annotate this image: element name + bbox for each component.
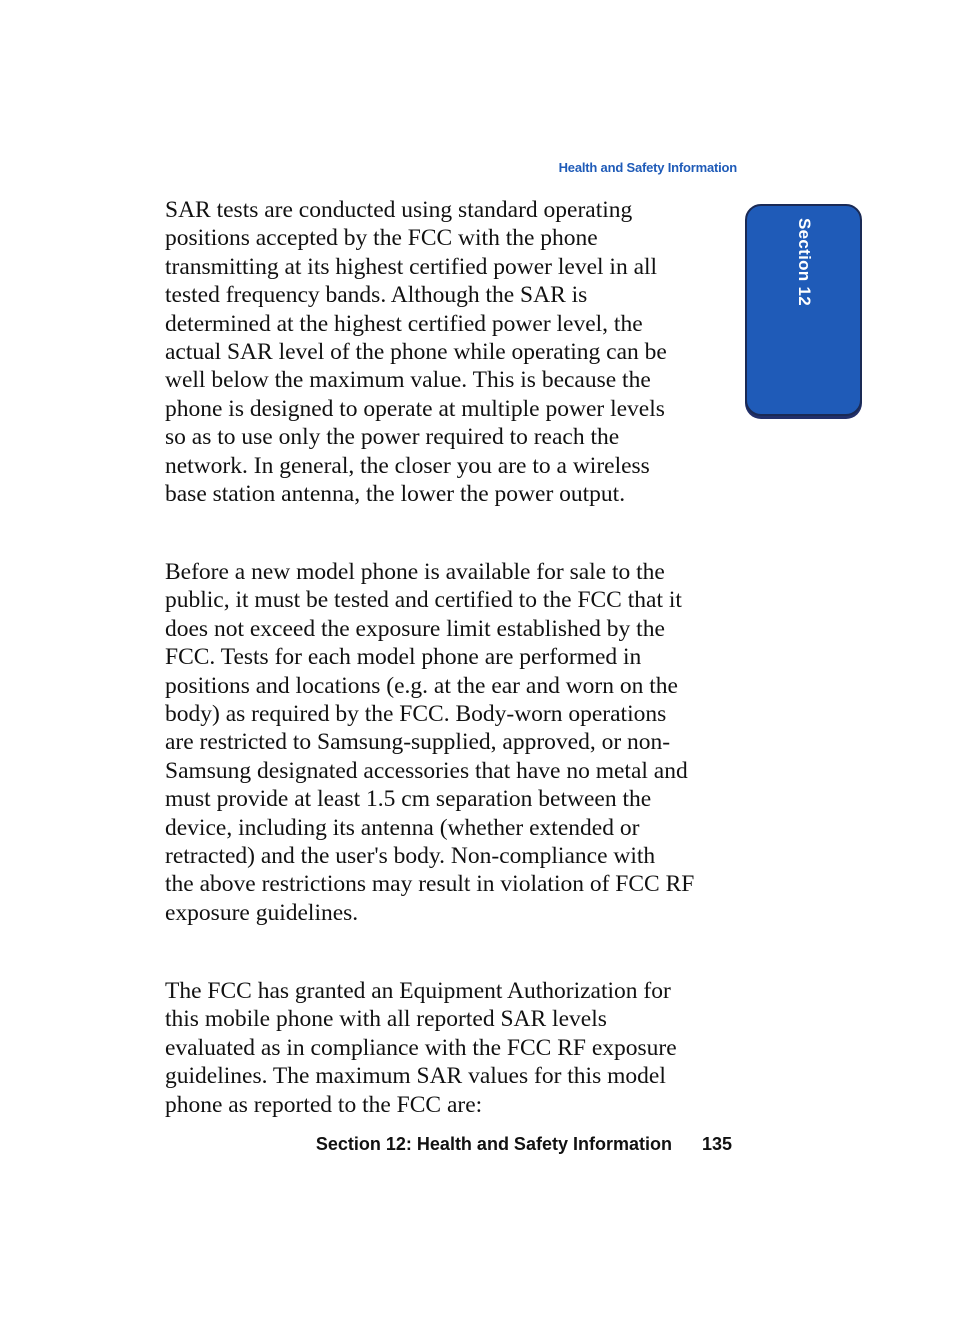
running-header: Health and Safety Information [558,160,737,175]
text-line: Samsung designated accessories that have no metal and [165,757,688,784]
text-line: the above restrictions may result in violation of FCC RF [165,871,695,898]
text-line: public, it must be tested and certified to the FCC that it [165,587,682,614]
text-line: positions accepted by the FCC with the phone [165,225,598,252]
text-line: phone is designed to operate at multiple power levels [165,395,665,422]
text-line: The FCC has granted an Equipment Authorization for [165,978,671,1004]
text-line: FCC. Tests for each model phone are performed in [165,644,642,671]
paragraph-equipment-authorization [165,977,745,1119]
text-line: phone as reported to the FCC are: [165,1091,483,1118]
page-footer [300,1134,732,1155]
text-line: tested frequency bands. Although the SAR is [165,282,588,309]
text-line: Before a new model phone is available for sale to the [165,559,665,585]
text-line: does not exceed the exposure limit established by the [165,615,665,642]
text-line: transmitting at its highest certified power level in all [165,253,658,280]
section-tab [745,204,862,416]
text-line: base station antenna, the lower the power output. [165,481,626,508]
text-line: SAR tests are conducted using standard operating [165,197,633,223]
text-line: must provide at least 1.5 cm separation between the [165,786,652,813]
section-tab-label: Section 12 [794,217,814,307]
text-line: so as to use only the power required to reach the [165,424,620,451]
paragraph-sar-tests [165,196,745,508]
paragraph-certification [165,558,745,927]
text-line: this mobile phone with all reported SAR levels [165,1006,607,1033]
text-line: guidelines. The maximum SAR values for this model [165,1063,666,1090]
text-line: evaluated as in compliance with the FCC RF exposure [165,1034,677,1061]
text-line: network. In general, the closer you are to a wireless [165,452,650,479]
text-line: positions and locations (e.g. at the ear and worn on the [165,672,678,699]
text-line: device, including its antenna (whether extended or [165,814,640,841]
footer-section-title: Section 12: Health and Safety Information [315,1134,672,1154]
text-line: determined at the highest certified power level, the [165,310,643,337]
text-line: retracted) and the user's body. Non-compliance with [165,843,656,870]
text-line: actual SAR level of the phone while operating can be [165,339,667,366]
text-line: are restricted to Samsung-supplied, approved, or non- [165,729,671,756]
text-line: well below the maximum value. This is because the [165,367,651,394]
page-number: 135 [701,1134,732,1154]
text-line: body) as required by the FCC. Body-worn operations [165,701,667,728]
text-line: exposure guidelines. [165,899,359,926]
